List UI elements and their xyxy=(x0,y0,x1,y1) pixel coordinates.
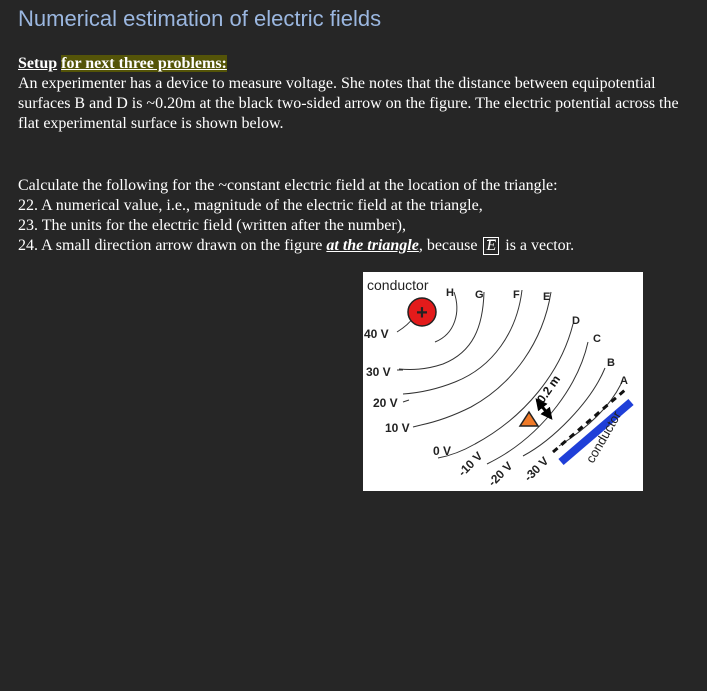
question-24-text: 24. A small direction arrow drawn on the figure xyxy=(18,237,327,254)
distance-label: 0.2 m xyxy=(533,372,564,406)
question-24-mid: , because xyxy=(418,237,482,254)
voltage-10: 10 V xyxy=(385,421,410,435)
voltage-20: 20 V xyxy=(373,396,398,410)
setup-body: An experimenter has a device to measure voltage. She notes that the distance between equipotential surfaces B and D is ~0.20m at the black two-sided arrow on the figure. The electric potential across the flat experimental surface is shown below. xyxy=(18,75,679,132)
letter-e: E xyxy=(543,291,551,303)
letter-g: G xyxy=(475,289,484,301)
e-vector-symbol: E xyxy=(483,237,499,255)
letter-a: A xyxy=(620,375,628,387)
voltage-neg20: -20 V xyxy=(485,458,516,490)
voltage-neg30: -30 V xyxy=(521,453,552,485)
letter-b: B xyxy=(607,357,615,369)
voltage-0: 0 V xyxy=(433,444,452,458)
voltage-40: 40 V xyxy=(364,327,389,341)
setup-heading: Setup xyxy=(18,55,58,72)
question-23: 23. The units for the electric field (written after the number), xyxy=(18,217,406,234)
question-24 xyxy=(18,236,698,256)
question-22: 22. A numerical value, i.e., magnitude of the electric field at the triangle, xyxy=(18,197,483,214)
letter-h: H xyxy=(446,287,454,299)
letter-f: F xyxy=(513,289,520,301)
setup-paragraph xyxy=(18,54,698,134)
equipotential-e xyxy=(421,292,551,425)
equipotential-h xyxy=(435,292,457,342)
plus-sign: + xyxy=(416,302,428,324)
voltage-30: 30 V xyxy=(366,365,391,379)
question-24-emphasis: at the triangle xyxy=(326,237,419,254)
conductor-side-label: conductor xyxy=(582,408,625,466)
questions-intro: Calculate the following for the ~constant electric field at the location of the triangle: xyxy=(18,177,558,194)
questions-block xyxy=(18,176,698,256)
page-title: Numerical estimation of electric fields xyxy=(18,6,382,31)
conductor-top-label: conductor xyxy=(367,277,429,293)
question-24-end: is a vector. xyxy=(501,237,575,254)
equipotential-figure xyxy=(363,272,643,491)
letter-d: D xyxy=(572,315,580,327)
letter-c: C xyxy=(593,333,601,345)
voltage-neg10: -10 V xyxy=(455,448,486,480)
setup-heading-highlight: for next three problems: xyxy=(61,55,227,72)
location-triangle xyxy=(520,412,538,426)
